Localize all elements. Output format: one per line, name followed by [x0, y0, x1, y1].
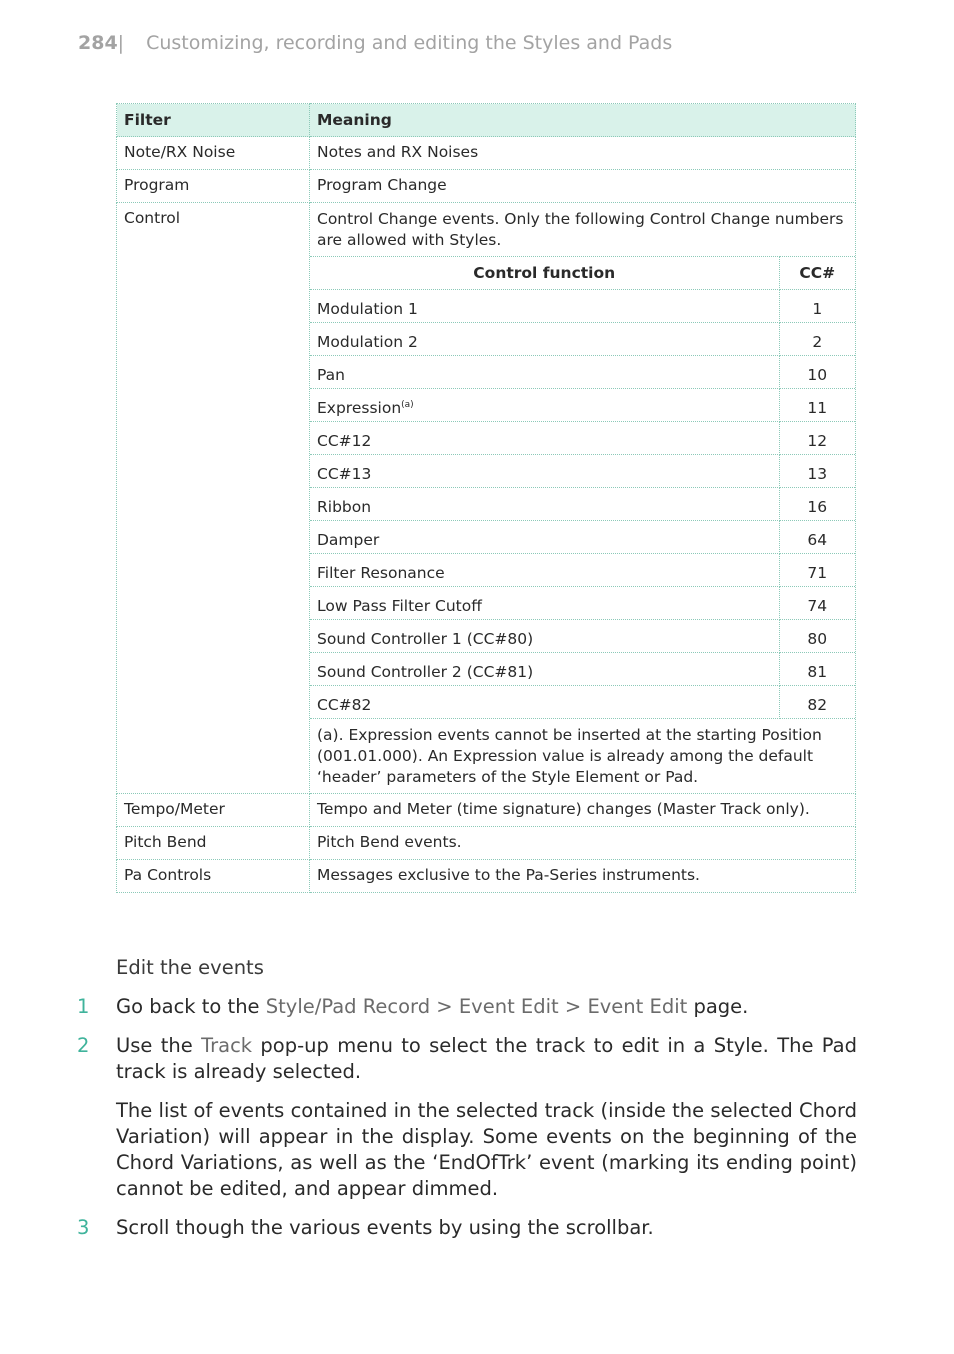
control-row — [310, 389, 855, 422]
cc-number: 16 — [779, 488, 855, 521]
control-function: CC#12 — [310, 422, 779, 455]
control-function: Filter Resonance — [310, 554, 779, 587]
step-1 — [77, 994, 857, 1020]
cc-number: 74 — [779, 587, 855, 620]
cc-number: 80 — [779, 620, 855, 653]
control-row — [310, 455, 855, 488]
control-row — [310, 488, 855, 521]
control-function: Damper — [310, 521, 779, 554]
filter-cell: Program — [117, 170, 310, 203]
meaning-cell: Notes and RX Noises — [310, 137, 856, 170]
meaning-cell — [310, 203, 856, 794]
filter-table — [116, 103, 856, 893]
control-row — [310, 290, 855, 323]
cc-number: 82 — [779, 686, 855, 719]
table-row — [117, 860, 856, 893]
control-row — [310, 653, 855, 686]
page-number: 284 — [78, 32, 118, 54]
body-paragraph: The list of events contained in the selected track (inside the selected Chord Variation) will appear in the display. Some events on the beginning of the Chord Variations, as well as the ‘EndOfTrk’ event (marking its ending point) cannot be edited, and appear dimmed. — [116, 1099, 857, 1200]
control-row — [310, 554, 855, 587]
meaning-cell: Messages exclusive to the Pa-Series instruments. — [310, 860, 856, 893]
meaning-column-header: Meaning — [310, 104, 856, 137]
page-header — [78, 32, 672, 54]
meaning-cell: Program Change — [310, 170, 856, 203]
ui-term: Track — [201, 1034, 253, 1057]
table-row — [117, 827, 856, 860]
control-function: Sound Controller 2 (CC#81) — [310, 653, 779, 686]
cc-number: 81 — [779, 653, 855, 686]
control-function: CC#13 — [310, 455, 779, 488]
control-function: Modulation 1 — [310, 290, 779, 323]
control-function: Expression — [317, 399, 402, 417]
control-row — [310, 356, 855, 389]
filter-cell: Tempo/Meter — [117, 794, 310, 827]
step-text: Scroll though the various events by using the scrollbar. — [116, 1216, 654, 1239]
filter-cell: Note/RX Noise — [117, 137, 310, 170]
cc-number: 10 — [779, 356, 855, 389]
expression-footnote: (a). Expression events cannot be inserted at the starting Position (001.01.000). An Expression value is already among the default ‘header’ parameters of the Style Element or Pad. — [310, 719, 855, 794]
path-separator: > — [558, 995, 588, 1018]
header-separator: | — [117, 32, 125, 54]
meaning-cell: Pitch Bend events. — [310, 827, 856, 860]
footnote-row — [310, 719, 855, 794]
step-number: 1 — [77, 995, 90, 1018]
filter-column-header: Filter — [117, 104, 310, 137]
control-row — [310, 521, 855, 554]
control-function: Low Pass Filter Cutoff — [310, 587, 779, 620]
control-function-cell — [310, 389, 779, 422]
step-text: Go back to the — [116, 995, 266, 1018]
control-change-table — [310, 256, 855, 793]
step-2 — [77, 1033, 857, 1085]
table-row — [117, 203, 856, 794]
control-function: Ribbon — [310, 488, 779, 521]
step-text: Use the — [116, 1034, 202, 1057]
table-row — [117, 170, 856, 203]
step-text: pop-up menu to select the track to edit in a Style. The Pad track is already selected. — [116, 1034, 857, 1083]
control-function: Pan — [310, 356, 779, 389]
control-row — [310, 686, 855, 719]
cc-number: 64 — [779, 521, 855, 554]
path-separator: > — [430, 995, 459, 1018]
cc-number: 2 — [779, 323, 855, 356]
ui-term: Event Edit — [458, 995, 559, 1018]
cc-number: 12 — [779, 422, 855, 455]
step-number: 2 — [77, 1034, 90, 1057]
step-3 — [77, 1215, 857, 1241]
table-header-row — [117, 104, 856, 137]
control-row — [310, 323, 855, 356]
filter-cell: Pa Controls — [117, 860, 310, 893]
cc-number-header: CC# — [779, 257, 855, 290]
control-row — [310, 422, 855, 455]
filter-cell: Pitch Bend — [117, 827, 310, 860]
ui-term: Event Edit — [587, 995, 688, 1018]
cc-number: 11 — [779, 389, 855, 422]
chapter-title: Customizing, recording and editing the Styles and Pads — [146, 32, 673, 54]
step-text: page. — [687, 995, 749, 1018]
footnote-marker: (a) — [401, 400, 414, 410]
control-function: Sound Controller 1 (CC#80) — [310, 620, 779, 653]
control-description: Control Change events. Only the following Control Change numbers are allowed with Styles. — [317, 210, 844, 249]
table-row — [117, 794, 856, 827]
cc-number: 71 — [779, 554, 855, 587]
control-row — [310, 587, 855, 620]
cc-number: 1 — [779, 290, 855, 323]
control-function: Modulation 2 — [310, 323, 779, 356]
ui-term: Style/Pad Record — [265, 995, 431, 1018]
control-function-header: Control function — [310, 257, 779, 290]
meaning-cell: Tempo and Meter (time signature) changes (Master Track only). — [310, 794, 856, 827]
section-title: Edit the events — [116, 956, 264, 979]
table-row — [117, 137, 856, 170]
control-table-header — [310, 257, 855, 290]
cc-number: 13 — [779, 455, 855, 488]
step-number: 3 — [77, 1216, 90, 1239]
filter-cell: Control — [117, 203, 310, 794]
control-function: CC#82 — [310, 686, 779, 719]
control-row — [310, 620, 855, 653]
